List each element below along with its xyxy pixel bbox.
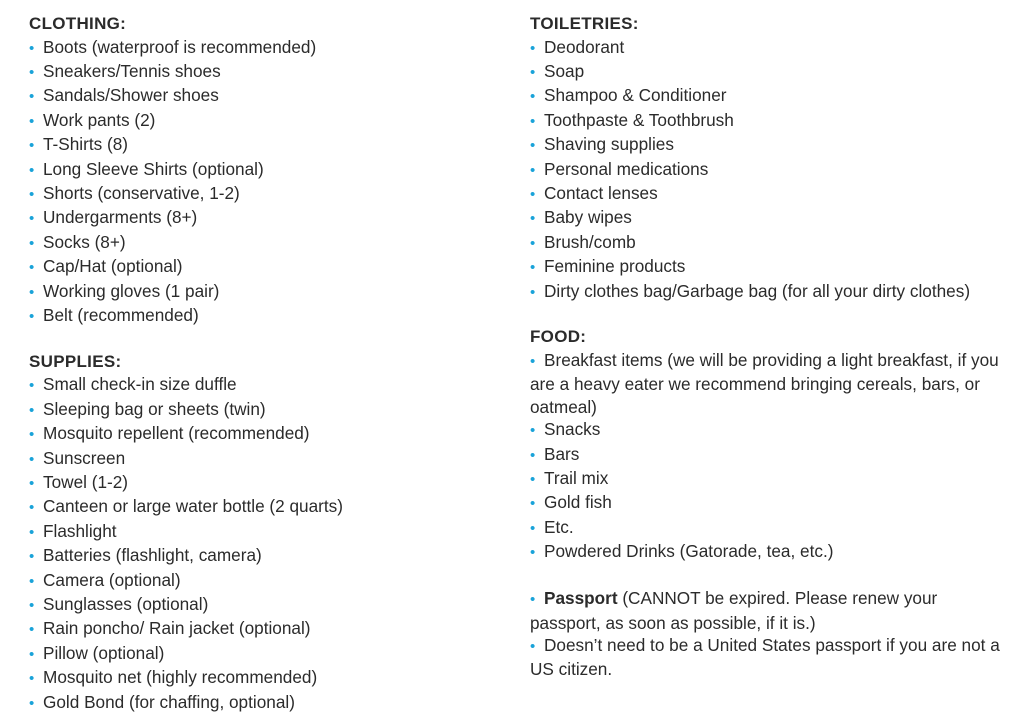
list-item: • Sneakers/Tennis shoes — [29, 60, 499, 84]
list-item: • Mosquito repellent (recommended) — [29, 422, 499, 446]
bullet-icon: • — [29, 597, 35, 615]
list-item: • T-Shirts (8) — [29, 133, 499, 157]
passport-notes — [530, 587, 1008, 681]
toiletries-heading: TOILETRIES: — [530, 14, 639, 33]
list-item: • Dirty clothes bag/Garbage bag (for all your dirty clothes) — [530, 280, 1008, 304]
list-item: • Belt (recommended) — [29, 304, 499, 328]
list-item: • Breakfast items (we will be providing a light breakfast, if you are a heavy eater we recommend bringing cereals, bars, or oatmeal) — [530, 349, 999, 417]
list-item: • Mosquito net (highly recommended) — [29, 666, 499, 690]
list-item: • Flashlight — [29, 520, 499, 544]
list-item: • Baby wipes — [530, 206, 1008, 230]
list-item: • Towel (1-2) — [29, 471, 499, 495]
list-item: • Undergarments (8+) — [29, 206, 499, 230]
bullet-icon: • — [29, 694, 35, 712]
bullet-icon: • — [530, 637, 536, 655]
bullet-icon: • — [29, 63, 35, 81]
bullet-icon: • — [29, 621, 35, 639]
list-item: • Batteries (flashlight, camera) — [29, 544, 499, 568]
bullet-icon: • — [29, 475, 35, 492]
bullet-icon: • — [29, 161, 35, 179]
list-item: • Snacks — [530, 418, 1008, 442]
list-item: • Long Sleeve Shirts (optional) — [29, 158, 499, 182]
bullet-icon: • — [29, 426, 35, 444]
passport-second-note: • Doesn’t need to be a United States passport if you are not a US citizen. — [530, 634, 1000, 680]
bullet-icon: • — [29, 210, 35, 228]
clothing-section — [29, 13, 499, 328]
bullet-icon: • — [530, 259, 536, 277]
bullet-icon: • — [29, 548, 35, 566]
bullet-icon: • — [29, 523, 35, 541]
bullet-icon: • — [530, 161, 536, 179]
list-item: • Bars — [530, 443, 1008, 467]
list-item: • Boots (waterproof is recommended) — [29, 36, 499, 60]
bullet-icon: • — [29, 645, 35, 663]
list-item: • Shampoo & Conditioner — [530, 84, 1008, 108]
right-column — [530, 13, 1008, 681]
list-item: • Sleeping bag or sheets (twin) — [29, 398, 499, 422]
bullet-icon: • — [530, 112, 536, 130]
bullet-icon: • — [530, 591, 536, 609]
list-item: • Work pants (2) — [29, 109, 499, 133]
bullet-icon: • — [530, 544, 536, 562]
list-item: • Shorts (conservative, 1-2) — [29, 182, 499, 206]
bullet-icon: • — [29, 670, 35, 688]
bullet-icon: • — [530, 519, 536, 537]
clothing-heading: CLOTHING: — [29, 14, 127, 33]
bullet-icon: • — [530, 471, 536, 488]
bullet-icon: • — [29, 377, 35, 395]
bullet-icon: • — [530, 352, 536, 370]
list-item: • Gold fish — [530, 491, 1008, 515]
bullet-icon: • — [530, 39, 536, 57]
list-item: • Etc. — [530, 516, 1008, 540]
list-item: • Canteen or large water bottle (2 quarts) — [29, 495, 499, 519]
bullet-icon: • — [530, 234, 536, 252]
bullet-icon: • — [29, 259, 35, 277]
list-item: • Brush/comb — [530, 231, 1008, 255]
bullet-icon: • — [29, 307, 35, 325]
bullet-icon: • — [29, 499, 35, 517]
bullet-icon: • — [530, 446, 536, 464]
toiletries-section — [530, 13, 1008, 304]
passport-label: Passport — [544, 588, 618, 609]
supplies-heading: SUPPLIES: — [29, 351, 122, 371]
list-item: • Toothpaste & Toothbrush — [530, 109, 1008, 133]
food-heading: FOOD: — [530, 327, 587, 347]
list-item: • Rain poncho/ Rain jacket (optional) — [29, 617, 499, 641]
list-item: • Powdered Drinks (Gatorade, tea, etc.) — [530, 540, 1008, 564]
bullet-icon: • — [29, 39, 35, 57]
bullet-icon: • — [29, 112, 35, 130]
bullet-icon: • — [530, 495, 536, 513]
list-item: • Sandals/Shower shoes — [29, 84, 499, 108]
bullet-icon: • — [29, 137, 35, 155]
list-item: • Small check-in size duffle — [29, 373, 499, 397]
list-item: • Feminine products — [530, 255, 1008, 279]
list-item: • Soap — [530, 60, 1008, 84]
list-item: • Contact lenses — [530, 182, 1008, 206]
list-item: • Personal medications — [530, 158, 1008, 182]
bullet-icon: • — [29, 185, 35, 203]
bullet-icon: • — [530, 63, 536, 81]
list-item: • Sunglasses (optional) — [29, 593, 499, 617]
list-item: • Camera (optional) — [29, 569, 499, 593]
bullet-icon: • — [29, 401, 35, 419]
list-item: • Deodorant — [530, 36, 1008, 60]
bullet-icon: • — [29, 283, 35, 301]
supplies-section — [29, 351, 499, 715]
list-item: • Sunscreen — [29, 447, 499, 471]
clothing-list — [29, 36, 499, 329]
bullet-icon: • — [530, 88, 536, 106]
list-item: • Socks (8+) — [29, 231, 499, 255]
passport-note: • Passport (CANNOT be expired. Please renew your passport, as soon as possible, if it is.) — [530, 588, 938, 633]
list-item: • Pillow (optional) — [29, 642, 499, 666]
toiletries-list — [530, 36, 1008, 304]
bullet-icon: • — [29, 88, 35, 106]
food-section — [530, 326, 1008, 680]
bullet-icon: • — [530, 283, 536, 301]
list-item: • Shaving supplies — [530, 133, 1008, 157]
list-item: • Trail mix — [530, 467, 1008, 491]
bullet-icon: • — [530, 185, 536, 203]
food-list — [530, 349, 1008, 565]
list-item: • Working gloves (1 pair) — [29, 280, 499, 304]
left-column — [29, 13, 499, 715]
list-item: • Cap/Hat (optional) — [29, 255, 499, 279]
list-item: • Gold Bond (for chaffing, optional) — [29, 691, 499, 715]
bullet-icon: • — [530, 137, 536, 155]
bullet-icon: • — [530, 422, 536, 440]
bullet-icon: • — [530, 210, 536, 228]
bullet-icon: • — [29, 450, 35, 468]
bullet-icon: • — [29, 572, 35, 590]
bullet-icon: • — [29, 234, 35, 252]
